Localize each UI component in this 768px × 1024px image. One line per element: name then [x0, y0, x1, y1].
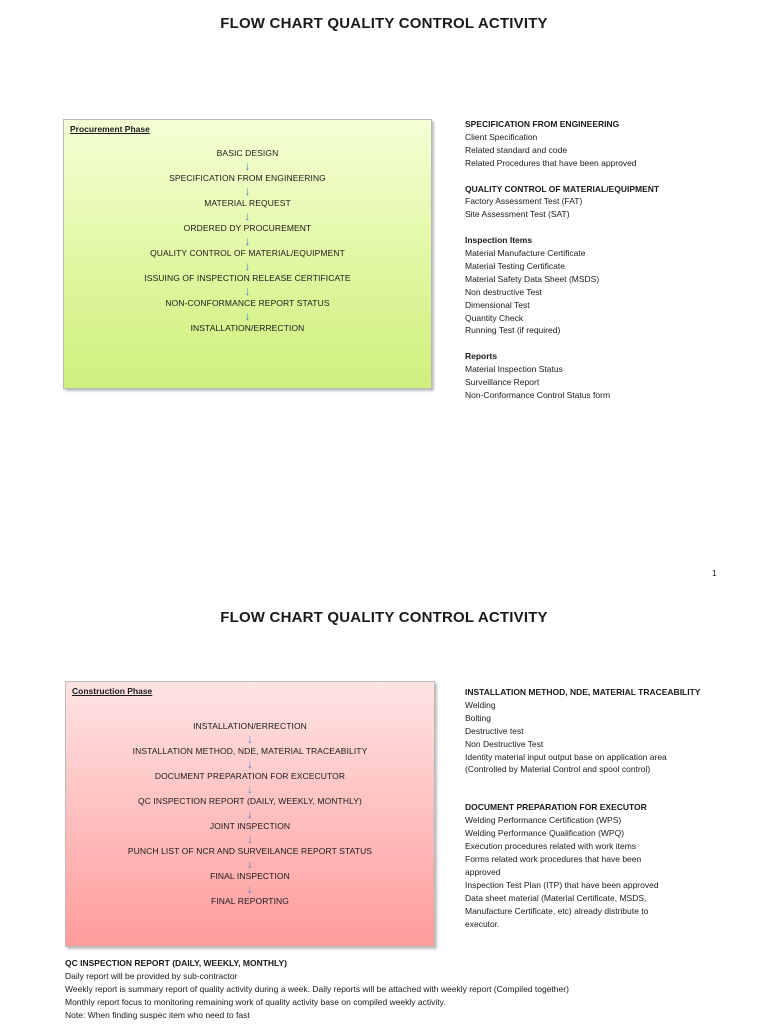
section-item: Related Procedures that have been approved	[465, 157, 637, 168]
notes-section	[465, 118, 659, 170]
section-item: Manufacture Certificate, etc) already distribute to	[465, 905, 649, 916]
section-item: Related standard and code	[465, 144, 568, 155]
page-title: FLOW CHART QUALITY CONTROL ACTIVITY	[220, 609, 548, 626]
section-item: (Controlled by Material Control and spool control)	[465, 764, 651, 775]
flow-step: MATERIAL REQUEST	[204, 198, 291, 208]
flow-step: INSTALLATION/ERRECTION	[193, 721, 307, 731]
flow-step: PUNCH LIST OF NCR AND SURVEILANCE REPORT STATUS	[127, 846, 373, 856]
section-heading: INSTALLATION METHOD, NDE, MATERIAL TRACEABILITY	[465, 687, 701, 697]
section-heading: SPECIFICATION FROM ENGINEERING	[465, 119, 620, 129]
section-item: executor.	[465, 918, 500, 929]
section-item: Material Inspection Status	[465, 364, 563, 375]
report-line: Monthly report focus to monitoring remaining work of quality activity base on compiled weekly activity.	[65, 996, 446, 1007]
section-item: Bolting	[465, 712, 491, 723]
section-heading: QUALITY CONTROL OF MATERIAL/EQUIPMENT	[465, 183, 660, 194]
section-heading: Reports	[465, 351, 498, 362]
section-item: Data sheet material (Material Certificate, MSDS,	[465, 892, 647, 903]
section-item: Factory Assessment Test (FAT)	[465, 196, 583, 207]
section-item: Welding	[465, 699, 496, 710]
flow-step: INSTALLATION METHOD, NDE, MATERIAL TRACEABILITY	[132, 746, 368, 756]
section-item: Dimensional Test	[465, 299, 530, 310]
section-item: Non destructive Test	[465, 286, 542, 297]
section-item: Material Manufacture Certificate	[465, 248, 586, 259]
down-arrow-icon: ↓	[244, 234, 251, 248]
notes-section	[465, 350, 659, 402]
flow-step: ISSUING OF INSPECTION RELEASE CERTIFICATE	[144, 273, 351, 283]
notes-section	[465, 686, 700, 776]
section-heading: QC INSPECTION REPORT (DAILY, WEEKLY, MONTHLY)	[65, 958, 287, 968]
flow-step: BASIC DESIGN	[216, 148, 279, 158]
report-line: Note: When finding suspec item who need to fast	[65, 1009, 250, 1020]
section-item: Forms related work procedures that have been	[465, 853, 642, 864]
construction-phase-box	[65, 681, 435, 947]
page-number: 1	[712, 568, 717, 578]
down-arrow-icon: ↓	[244, 309, 251, 323]
down-arrow-icon: ↓	[244, 184, 251, 198]
section-item: Material Safety Data Sheet (MSDS)	[465, 273, 600, 284]
phase-label: Procurement Phase	[70, 124, 150, 134]
section-item: Quantity Check	[465, 312, 524, 323]
down-arrow-icon: ↓	[247, 857, 253, 871]
section-item: Non-Conformance Control Status form	[465, 389, 611, 400]
section-item: Welding Performance Qualification (WPQ)	[465, 828, 625, 839]
down-arrow-icon: ↓	[247, 832, 253, 846]
section-heading: DOCUMENT PREPARATION FOR EXECUTOR	[465, 802, 647, 813]
down-arrow-icon: ↓	[247, 882, 253, 896]
down-arrow-icon: ↓	[244, 284, 251, 298]
flow-step: SPECIFICATION FROM ENGINEERING	[169, 173, 326, 183]
section-item: Execution procedures related with work items	[465, 841, 637, 852]
section-item: Inspection Test Plan (ITP) that have been approved	[465, 879, 659, 890]
down-arrow-icon: ↓	[247, 807, 253, 821]
section-item: Identity material input output base on application area	[465, 751, 667, 762]
section-item: Surveillance Report	[465, 377, 540, 388]
construction-flowchart	[66, 721, 434, 907]
report-line: Weekly report is summary report of quality activity during a week. Daily reports will be attached with weekly report (Compiled together)	[65, 983, 569, 994]
procurement-phase-box	[63, 119, 432, 389]
notes-section	[465, 183, 659, 222]
down-arrow-icon: ↓	[247, 757, 253, 771]
flow-step: FINAL REPORTING	[210, 896, 289, 906]
flow-step: ORDERED DY PROCUREMENT	[183, 223, 312, 233]
down-arrow-icon: ↓	[244, 209, 251, 223]
procurement-notes	[465, 118, 659, 415]
section-item: Site Assessment Test (SAT)	[465, 209, 570, 220]
section-item: Running Test (if required)	[465, 325, 561, 336]
flow-step: QUALITY CONTROL OF MATERIAL/EQUIPMENT	[150, 248, 345, 258]
section-heading: Inspection Items	[465, 235, 533, 246]
down-arrow-icon: ↓	[244, 159, 251, 173]
flow-step: DOCUMENT PREPARATION FOR EXCECUTOR	[154, 771, 346, 781]
notes-section	[465, 801, 700, 930]
phase-label: Construction Phase	[72, 686, 153, 696]
section-item: Material Testing Certificate	[465, 260, 565, 271]
notes-section	[465, 234, 659, 337]
down-arrow-icon: ↓	[247, 782, 253, 796]
flow-step: QC INSPECTION REPORT (DAILY, WEEKLY, MONTHLY)	[138, 796, 362, 806]
section-item: approved	[465, 866, 501, 877]
flow-step: NON-CONFORMANCE REPORT STATUS	[165, 298, 330, 308]
down-arrow-icon: ↓	[244, 259, 251, 273]
procurement-flowchart	[64, 148, 431, 334]
flow-step: INSTALLATION/ERRECTION	[190, 323, 305, 333]
section-item: Welding Performance Certification (WPS)	[465, 815, 622, 826]
qc-report-notes	[65, 957, 569, 1022]
page-title: FLOW CHART QUALITY CONTROL ACTIVITY	[220, 15, 548, 32]
down-arrow-icon: ↓	[247, 732, 253, 746]
construction-notes	[465, 686, 700, 943]
flow-step: FINAL INSPECTION	[210, 871, 290, 881]
section-item: Non Destructive Test	[465, 738, 544, 749]
flow-step: JOINT INSPECTION	[209, 821, 291, 831]
section-item: Destructive test	[465, 725, 524, 736]
section-item: Client Specification	[465, 131, 538, 142]
report-line: Daily report will be provided by sub-contractor	[65, 970, 238, 981]
